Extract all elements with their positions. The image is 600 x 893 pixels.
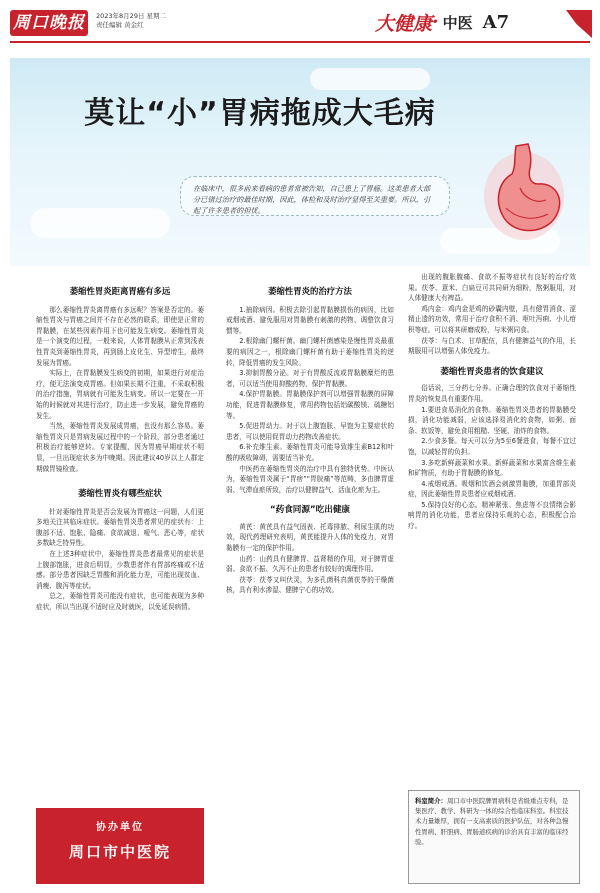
paragraph: 中医药在萎缩性胃炎的治疗中具有独特优势。中医认为，萎缩性胃炎属于“胃痞”“胃脘痛”等范畴，多由脾胃虚弱、气滞血瘀所致，治疗以健脾益气、活血化瘀为主。	[226, 464, 394, 494]
paragraph: 2.根除幽门螺杆菌。幽门螺杆菌感染是慢性胃炎最重要的病因之一，根除幽门螺杆菌有助于萎缩性胃炎的逆转，降低胃癌的发生风险。	[226, 337, 394, 367]
section-heading: 萎缩性胃炎距离胃癌有多远	[69, 286, 171, 296]
stomach-illustration-icon	[476, 138, 572, 248]
paragraph: 3.多吃新鲜蔬菜和水果。新鲜蔬菜和水果富含维生素和矿物质，有助于胃黏膜的修复。	[408, 458, 576, 478]
paragraph: 6.补充维生素。萎缩性胃炎可能导致维生素B12和叶酸的吸收障碍，需要适当补充。	[226, 443, 394, 462]
masthead	[0, 0, 600, 62]
article-column-3	[408, 272, 576, 532]
cloud-decoration	[30, 208, 170, 238]
paragraph: 针对萎缩性胃炎是否会发展为胃癌这一问题，人们更多地关注其临床症状。萎缩性胃炎患者常见的症状有：上腹部不适、饱胀、隐痛、食欲减退、嗳气、恶心等，症状多数缺乏特异性。	[36, 507, 204, 548]
newspaper-logo: 周口晚报	[10, 10, 88, 36]
paragraph: 2.少食多餐。每天可以分为5至6餐进食，每餐不宜过饱，以减轻胃的负担。	[408, 437, 576, 456]
paragraph: 总之，萎缩性胃炎可能没有症状，也可能表现为多种症状，所以当出现不适时应及时就医，以免延误病情。	[36, 592, 204, 612]
paragraph: 1.抽除病因。积极去除引起胃黏膜损伤的病因，比如戒烟戒酒、避免服用对胃黏膜有刺激的药物、调整饮食习惯等。	[226, 305, 394, 335]
paragraph: 黄芪：黄芪具有益气固表、托毒排脓、利尿生肌的功效，现代药理研究表明，黄芪能提升人体的免疫力，对胃黏膜有一定的保护作用。	[226, 522, 394, 553]
paragraph: 出现的腹胀腹痛、食欲不振等症状有良好的治疗效果。茯苓、薏米、白扁豆可共同研为细粉，熬粥服用，对人体健康大有裨益。	[408, 273, 576, 303]
issue-date: 2023年8月29日 星期二	[96, 12, 167, 20]
paragraph: 山药：山药具有健脾胃、益肾精的作用，对于脾胃虚弱、食欲不振、久泻不止的患者有较好的调理作用。	[226, 554, 394, 574]
section-brand: 大健康	[375, 12, 433, 35]
section-heading: 萎缩性胃炎有哪些症状	[78, 488, 162, 499]
section-heading: 萎缩性胃炎的治疗方法	[268, 286, 352, 296]
article-column-2	[226, 272, 394, 596]
issue-editor: 责任编辑 黄金红	[96, 21, 144, 29]
headline-banner	[10, 58, 590, 266]
corner-flag-icon	[566, 10, 592, 38]
paragraph: 4.保护胃黏膜。胃黏膜保护剂可以增强胃黏膜的屏障功能，促进胃黏膜修复，常用药物包括铝碳酸镁、硫糖铝等。	[226, 390, 394, 420]
section-heading: 萎缩性胃炎患者的饮食建议	[440, 366, 544, 377]
department-bio	[408, 790, 580, 884]
paragraph: 4.戒烟戒酒。吸烟和饮酒会刺激胃黏膜，加重胃部炎症，因此萎缩性胃炎患者应戒烟戒酒。	[408, 479, 576, 499]
paragraph: 5.促进胃动力。对于以上腹饱胀、早饱为主要症状的患者，可以使用促胃动力药物改善症状。	[226, 422, 394, 441]
section-dot: ·	[432, 11, 439, 33]
paragraph: 在上述3种症状中，萎缩性胃炎患者最常见的症状是上腹部饱胀，进食后明显，少数患者伴有胃部疼痛或不适感。部分患者因缺乏胃酸和消化能力差，可能出现贫血、消瘦、腹泻等症状。	[36, 550, 204, 590]
header-divider	[10, 41, 590, 43]
paragraph: 1.要进食易消化的食物。萎缩性胃炎患者的胃黏膜受损，消化功能减弱，应该选择易消化的食物，如粥、面条、软饭等，避免食用粗糙、坚硬、油炸的食物。	[408, 405, 576, 435]
paragraph: 当然，萎缩性胃炎发展成胃癌，也没有那么容易。萎缩性胃炎只是胃病发展过程中的一个阶段，部分患者通过积极治疗能够逆转。专家提醒，因为胃癌早期症状不明显，一旦出现症状多为中晚期。因此建议40岁以上人群定期做胃镜检查。	[36, 422, 204, 473]
section-heading: “药食同源”吃出健康	[269, 505, 351, 516]
paragraph: 3.抑制胃酸分泌。对于有胃酸反流或胃黏膜糜烂的患者，可以适当使用抑酸药物，保护胃黏膜。	[226, 369, 394, 388]
sponsor-label: 协办单位	[96, 822, 144, 833]
paragraph: 鸡内金：鸡内金是鸡的砂囊内壁，具有健胃消食、涩精止遗的功效，常用于治疗食积不消、呕吐泻痢、小儿疳积等症。可以将其研磨成粉，与米粥同食。	[408, 304, 576, 334]
paragraph: 那么萎缩性胃炎离胃癌有多远呢？答案是否定的。萎缩性胃炎与胃癌之间并不存在必然的联系，即使是正常的胃黏膜，在某些因素作用下也可能发生病变。萎缩性胃炎是一个演变的过程，一般来说，人体胃黏膜从正常到浅表性胃炎到萎缩性胃炎，再到肠上皮化生、异型增生，最终发展为胃癌。	[36, 305, 204, 367]
paragraph: 茯苓：茯苓又叫伏灵，为多孔菌科真菌茯苓的干燥菌核，具有利水渗湿、健脾宁心的功效。	[226, 575, 394, 595]
bio-text: 周口市中医院脾胃病科是省级重点专科，是集医疗、教学、科研为一体的综合性临床科室。科室技术力量雄厚，拥有一支高素质的医护队伍，对各种急慢性胃病、肝胆病、胃肠道疾病的诊治具有丰富的临床经验。	[415, 797, 569, 846]
section-header	[375, 6, 509, 38]
lead-paragraph: 在临床中，很多前来看病的患者常被告知，自己患上了胃癌。这类患者大部分已错过治疗的最佳时期，因此，体检和及时治疗显得至关重要。所以，引起了许多患者的担忧。	[180, 176, 450, 216]
issue-info	[96, 12, 166, 30]
paragraph: 实际上，在胃黏膜发生病变的初期，如果进行对症治疗，便无法演变成胃癌。但如果长期不注重，不采取积极的治疗措施，胃病就有可能发生病变。所以一定要在一开始的时候就对其进行治疗，防止进一步发展，避免胃癌的发生。	[36, 369, 204, 420]
paragraph: 茯苓：与白术、甘草配伍，具有健脾益气的作用，长期服用可以增强人体免疫力。	[408, 336, 576, 356]
page-number: A7	[482, 11, 510, 33]
paragraph: 俗话说，三分药七分养。正确合理的饮食对于萎缩性胃炎的恢复具有重要作用。	[408, 384, 576, 403]
sponsor-box	[36, 808, 204, 884]
sponsor-name: 周口市中医院	[68, 843, 171, 861]
bio-label: 科室简介：	[415, 797, 447, 805]
article-column-1	[36, 272, 204, 613]
page-title: 莫让“小”胃病拖成大毛病	[84, 96, 436, 131]
cloud-decoration	[310, 68, 430, 90]
paragraph: 5.保持良好的心态。精神紧张、焦虑等不良情绪会影响胃的消化功能，患者应保持乐观的心态，积极配合治疗。	[408, 500, 576, 531]
section-sub: 中医	[442, 13, 473, 32]
